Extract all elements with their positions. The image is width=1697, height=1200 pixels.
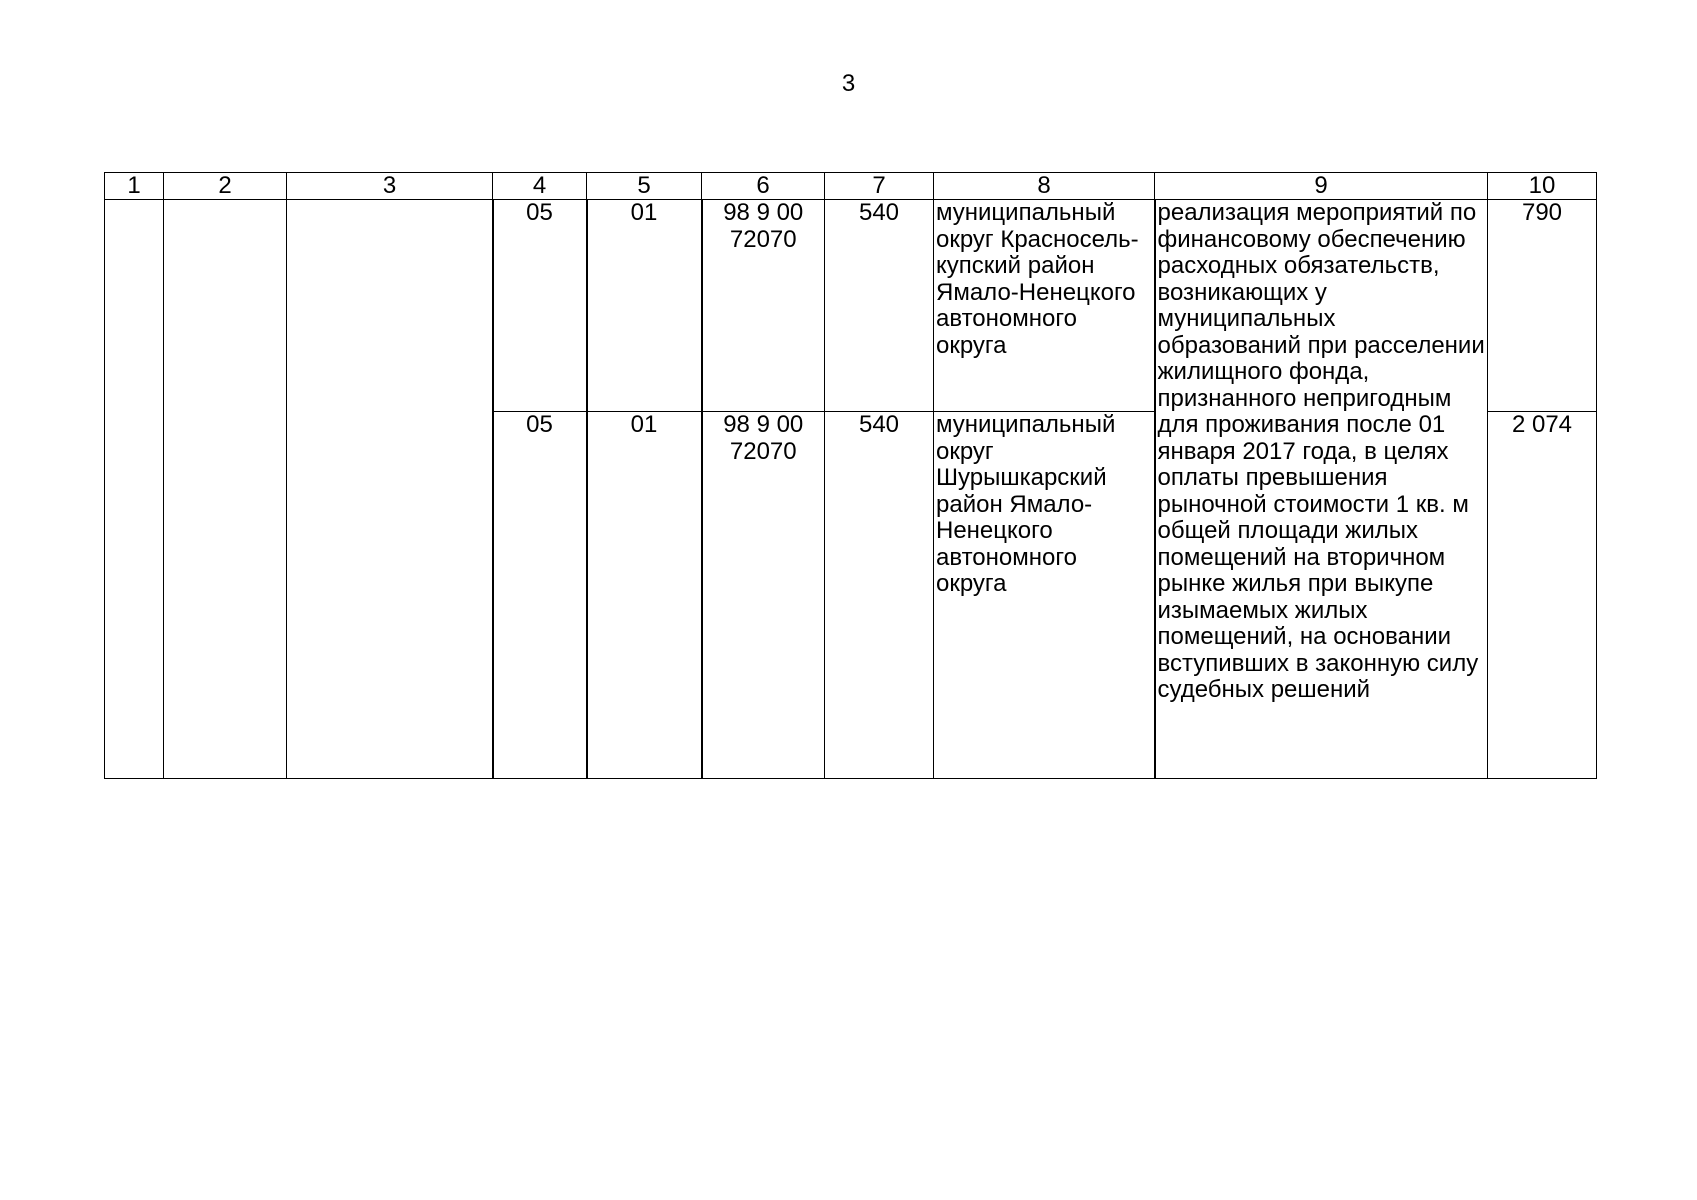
header-cell-1: 1	[105, 173, 164, 200]
cell-target-code: 98 9 00 72070	[702, 412, 825, 779]
budget-table	[104, 172, 1597, 779]
cell-section: 05	[493, 200, 587, 412]
header-cell-5: 5	[587, 173, 702, 200]
cell-col2	[164, 200, 287, 779]
cell-municipality: муниципальный округ Шурышкарский район Ямало-Ненецкого автономного округа	[934, 412, 1155, 779]
cell-subsection: 01	[587, 200, 702, 412]
cell-section: 05	[493, 412, 587, 779]
header-cell-4: 4	[493, 173, 587, 200]
header-cell-6: 6	[702, 173, 825, 200]
header-cell-7: 7	[825, 173, 934, 200]
header-cell-2: 2	[164, 173, 287, 200]
header-cell-8: 8	[934, 173, 1155, 200]
cell-expense-type: 540	[825, 200, 934, 412]
cell-subsection: 01	[587, 412, 702, 779]
cell-amount: 2 074	[1488, 412, 1597, 779]
cell-col3	[287, 200, 493, 779]
page-number: 3	[841, 70, 856, 97]
cell-purpose-merged: реализация мероприятий по финансовому обеспечению расходных обязательств, возникающих у муниципальных образований при расселении жилищного фонда, признанного непригодным для проживания после 01 января 2017 года, в целях оплаты превышения рыночной стоимости 1 кв. м общей площади жилых помещений на вторичном рынке жилья при выкупе изымаемых жилых помещений, на основании вступивших в законную силу судебных решений	[1155, 200, 1488, 779]
cell-municipality: муниципальный округ Красносель-купский район Ямало-Ненецкого автономного округа	[934, 200, 1155, 412]
cell-expense-type: 540	[825, 412, 934, 779]
cell-col1	[105, 200, 164, 779]
cell-target-code: 98 9 00 72070	[702, 200, 825, 412]
header-cell-10: 10	[1488, 173, 1597, 200]
table-row	[105, 200, 1597, 412]
header-cell-9: 9	[1155, 173, 1488, 200]
cell-amount: 790	[1488, 200, 1597, 412]
header-cell-3: 3	[287, 173, 493, 200]
header-row	[105, 173, 1597, 200]
